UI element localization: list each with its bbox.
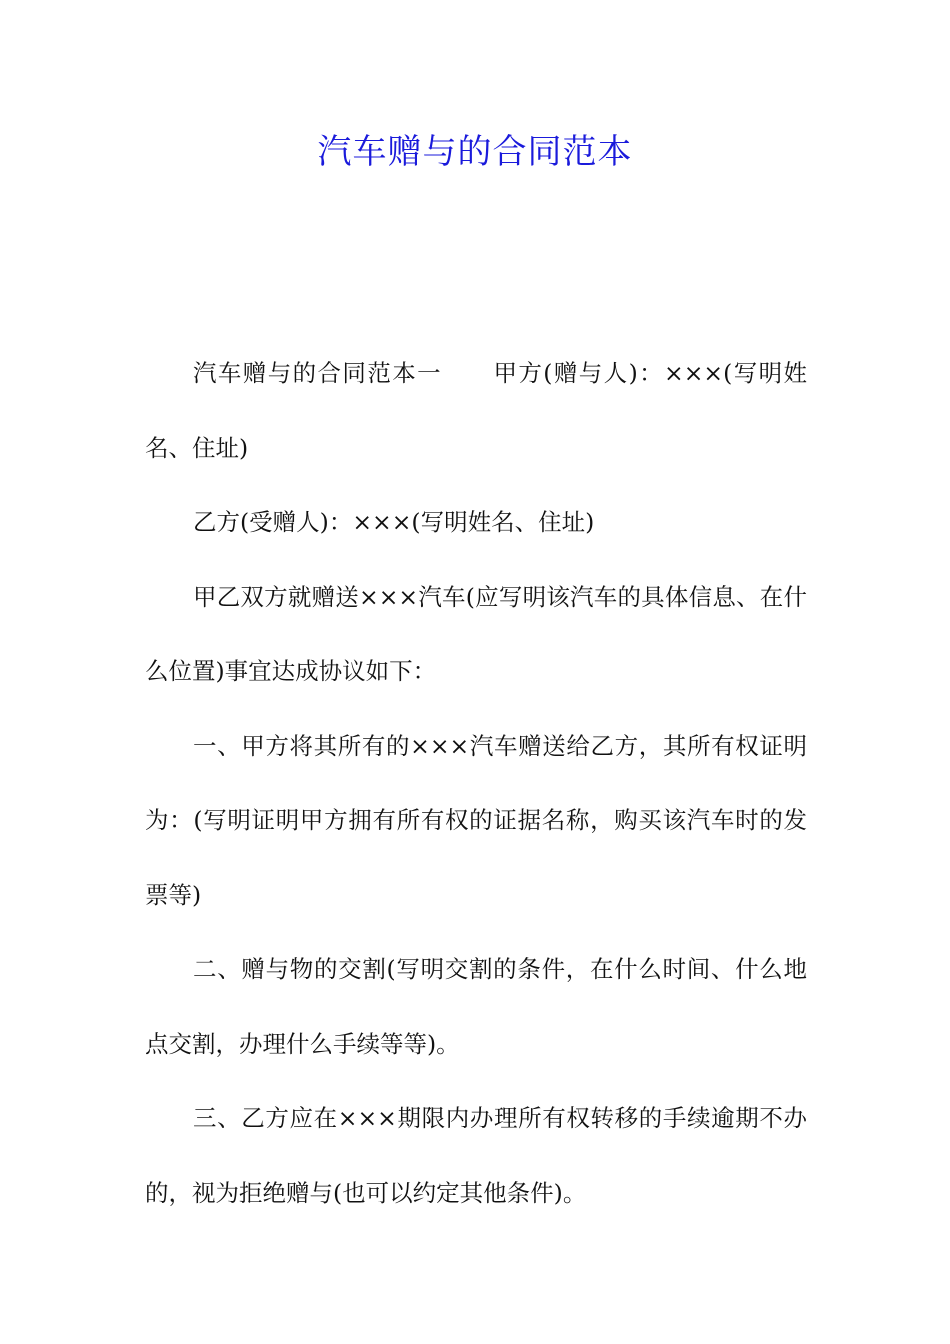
party-a-text: 甲方(赠与人)：×××(写明姓名、住址) (145, 359, 808, 462)
intro-heading: 汽车赠与的合同范本一 (193, 359, 443, 387)
paragraph-party-b: 乙方(受赠人)：×××(写明姓名、住址) (193, 508, 595, 536)
paragraph-clause-3: 三、乙方应在×××期限内办理所有权转移的手续逾期不办的，视为拒绝赠与(也可以约定其他条件)。 (145, 1104, 807, 1207)
paragraph-party-a (145, 336, 807, 485)
paragraph-clause-1: 一、甲方将其所有的×××汽车赠送给乙方，其所有权证明为：(写明证明甲方拥有所有权的证据名称，购买该汽车时的发票等) (145, 731, 807, 909)
document-body (145, 336, 807, 1230)
document-title: 汽车赠与的合同范本 (317, 132, 633, 172)
paragraph-clause-2: 二、赠与物的交割(写明交割的条件，在什么时间、什么地点交割，办理什么手续等等)。 (145, 955, 807, 1058)
paragraph-agreement: 甲乙双方就赠送×××汽车(应写明该汽车的具体信息、在什么位置)事宜达成协议如下： (145, 582, 807, 685)
